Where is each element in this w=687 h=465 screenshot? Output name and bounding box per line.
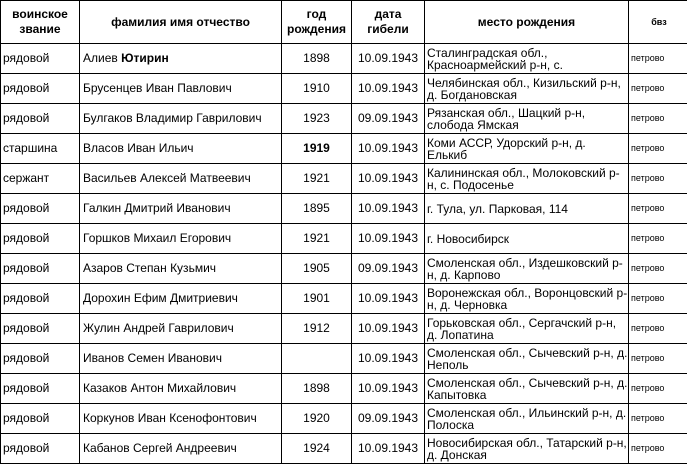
- cell-name[interactable]: Горшков Михаил Егорович: [80, 224, 282, 254]
- cell-death-date[interactable]: 10.09.1943: [352, 314, 425, 344]
- cell-bvz[interactable]: петрово: [629, 134, 687, 164]
- cell-death-date[interactable]: 10.09.1943: [352, 224, 425, 254]
- header-name[interactable]: фамилия имя отчество: [80, 1, 282, 44]
- cell-name[interactable]: Кабанов Сергей Андреевич: [80, 434, 282, 464]
- cell-birth-year[interactable]: 1901: [282, 284, 352, 314]
- birthplace-text: Рязанская обл., Шацкий р-н, слобода Ямская: [427, 105, 586, 132]
- cell-rank[interactable]: рядовой: [1, 44, 80, 74]
- cell-bvz[interactable]: петрово: [629, 314, 687, 344]
- cell-birthplace[interactable]: [425, 434, 629, 464]
- table-row: [1, 434, 687, 464]
- table-row: [1, 224, 687, 254]
- cell-birth-year[interactable]: 1898: [282, 374, 352, 404]
- table-row: [1, 74, 687, 104]
- cell-birth-year[interactable]: 1912: [282, 314, 352, 344]
- cell-name[interactable]: Жулин Андрей Гаврилович: [80, 314, 282, 344]
- cell-rank[interactable]: рядовой: [1, 74, 80, 104]
- cell-rank[interactable]: старшина: [1, 134, 80, 164]
- table-row: [1, 284, 687, 314]
- cell-name[interactable]: Азаров Степан Кузьмич: [80, 254, 282, 284]
- header-death-date[interactable]: дата гибели: [352, 1, 425, 44]
- cell-bvz[interactable]: петрово: [629, 434, 687, 464]
- cell-death-date[interactable]: 10.09.1943: [352, 434, 425, 464]
- cell-bvz[interactable]: петрово: [629, 254, 687, 284]
- birthplace-text: г. Новосибирск: [427, 231, 510, 246]
- birthplace-text: Смоленская обл., Ильинский р-н, д. Полоска: [427, 405, 627, 432]
- cell-bvz[interactable]: петрово: [629, 404, 687, 434]
- cell-birth-year[interactable]: 1895: [282, 194, 352, 224]
- cell-birthplace[interactable]: [425, 44, 629, 74]
- cell-birth-year[interactable]: 1921: [282, 164, 352, 194]
- cell-rank[interactable]: рядовой: [1, 434, 80, 464]
- cell-birth-year[interactable]: 1898: [282, 44, 352, 74]
- cell-birthplace[interactable]: [425, 284, 629, 314]
- cell-birthplace[interactable]: [425, 104, 629, 134]
- header-birth-year[interactable]: год рождения: [282, 1, 352, 44]
- cell-bvz[interactable]: петрово: [629, 284, 687, 314]
- cell-death-date[interactable]: 10.09.1943: [352, 74, 425, 104]
- birthplace-text: г. Тула, ул. Парковая, 114: [427, 201, 568, 216]
- cell-birth-year[interactable]: 1923: [282, 104, 352, 134]
- cell-bvz[interactable]: петрово: [629, 344, 687, 374]
- cell-bvz[interactable]: петрово: [629, 44, 687, 74]
- cell-birthplace[interactable]: [425, 224, 629, 254]
- header-rank[interactable]: воинское звание: [1, 1, 80, 44]
- cell-death-date[interactable]: 10.09.1943: [352, 194, 425, 224]
- cell-name[interactable]: Власов Иван Ильич: [80, 134, 282, 164]
- cell-death-date[interactable]: 10.09.1943: [352, 164, 425, 194]
- cell-death-date[interactable]: 09.09.1943: [352, 404, 425, 434]
- cell-name[interactable]: Дорохин Ефим Дмитриевич: [80, 284, 282, 314]
- cell-rank[interactable]: сержант: [1, 164, 80, 194]
- table-row: [1, 404, 687, 434]
- cell-birth-year[interactable]: 1924: [282, 434, 352, 464]
- cell-rank[interactable]: рядовой: [1, 194, 80, 224]
- cell-birth-year[interactable]: 1920: [282, 404, 352, 434]
- cell-name[interactable]: Галкин Дмитрий Иванович: [80, 194, 282, 224]
- cell-birthplace[interactable]: [425, 164, 629, 194]
- cell-rank[interactable]: рядовой: [1, 404, 80, 434]
- birthplace-text: Новосибирская обл., Татарский р-н, д. Донская: [427, 435, 627, 462]
- cell-name[interactable]: Казаков Антон Михайлович: [80, 374, 282, 404]
- cell-birth-year[interactable]: [282, 344, 352, 374]
- cell-name[interactable]: Брусенцев Иван Павлович: [80, 74, 282, 104]
- cell-birth-year[interactable]: 1905: [282, 254, 352, 284]
- cell-birthplace[interactable]: [425, 314, 629, 344]
- cell-birthplace[interactable]: [425, 194, 629, 224]
- table-row: [1, 104, 687, 134]
- cell-birthplace[interactable]: [425, 404, 629, 434]
- cell-birth-year[interactable]: 1919: [282, 134, 352, 164]
- cell-rank[interactable]: рядовой: [1, 314, 80, 344]
- table-row: [1, 314, 687, 344]
- cell-birthplace[interactable]: [425, 74, 629, 104]
- cell-rank[interactable]: рядовой: [1, 374, 80, 404]
- header-bvz[interactable]: бвз: [629, 1, 687, 44]
- cell-bvz[interactable]: петрово: [629, 74, 687, 104]
- table-row: [1, 164, 687, 194]
- name-bold-part: Ютирин: [121, 51, 169, 65]
- cell-rank[interactable]: рядовой: [1, 104, 80, 134]
- cell-birthplace[interactable]: [425, 374, 629, 404]
- table-row: [1, 134, 687, 164]
- cell-bvz[interactable]: петрово: [629, 194, 687, 224]
- birthplace-text: Смоленская обл., Издешковский р-н, д. Карпово: [427, 255, 623, 282]
- birthplace-text: Челябинская обл., Кизильский р-н, д. Богдановская: [427, 75, 621, 102]
- cell-bvz[interactable]: петрово: [629, 224, 687, 254]
- cell-name[interactable]: Булгаков Владимир Гаврилович: [80, 104, 282, 134]
- birthplace-text: Смоленская обл., Сычевский р-н, д. Неполь: [427, 345, 628, 372]
- cell-rank[interactable]: рядовой: [1, 254, 80, 284]
- cell-rank[interactable]: рядовой: [1, 284, 80, 314]
- cell-bvz[interactable]: петрово: [629, 104, 687, 134]
- table-row: [1, 254, 687, 284]
- cell-rank[interactable]: рядовой: [1, 224, 80, 254]
- table-row: [1, 194, 687, 224]
- table-row: [1, 374, 687, 404]
- cell-death-date[interactable]: 10.09.1943: [352, 44, 425, 74]
- cell-death-date[interactable]: 10.09.1943: [352, 344, 425, 374]
- birthplace-text: Воронежская обл., Воронцовский р-н, д. Черновка: [427, 285, 628, 312]
- header-birthplace[interactable]: место рождения: [425, 1, 629, 44]
- birthplace-text: Смоленская обл., Сычевский р-н, д. Капытовка: [427, 375, 628, 402]
- table-body: [1, 44, 687, 464]
- cell-death-date[interactable]: 10.09.1943: [352, 284, 425, 314]
- birthplace-text: Сталинградская обл., Красноармейский р-н, с.: [427, 45, 563, 72]
- table-row: [1, 344, 687, 374]
- cell-death-date[interactable]: 09.09.1943: [352, 254, 425, 284]
- cell-birthplace[interactable]: [425, 344, 629, 374]
- cell-bvz[interactable]: петрово: [629, 164, 687, 194]
- cell-bvz[interactable]: петрово: [629, 374, 687, 404]
- birthplace-text: Калининская обл., Молоковский р-н, с. Подосенье: [427, 165, 620, 192]
- cell-name[interactable]: Васильев Алексей Матвеевич: [80, 164, 282, 194]
- table-row: [1, 44, 687, 74]
- birthplace-text: Горьковская обл., Сергачский р-н, д. Лопатина: [427, 315, 617, 342]
- cell-name[interactable]: Коркунов Иван Ксенофонтович: [80, 404, 282, 434]
- header-row: [1, 1, 687, 44]
- cell-death-date[interactable]: 09.09.1943: [352, 104, 425, 134]
- cell-death-date[interactable]: 10.09.1943: [352, 374, 425, 404]
- cell-birth-year[interactable]: 1921: [282, 224, 352, 254]
- cell-name[interactable]: Алиев Ютирин: [80, 44, 282, 74]
- cell-name[interactable]: Иванов Семен Иванович: [80, 344, 282, 374]
- cell-birth-year[interactable]: 1910: [282, 74, 352, 104]
- birthplace-text: Коми АССР, Удорский р-н, д. Елькиб: [427, 135, 586, 162]
- cell-rank[interactable]: рядовой: [1, 344, 80, 374]
- cell-birthplace[interactable]: [425, 254, 629, 284]
- cell-death-date[interactable]: 10.09.1943: [352, 134, 425, 164]
- cell-birthplace[interactable]: [425, 134, 629, 164]
